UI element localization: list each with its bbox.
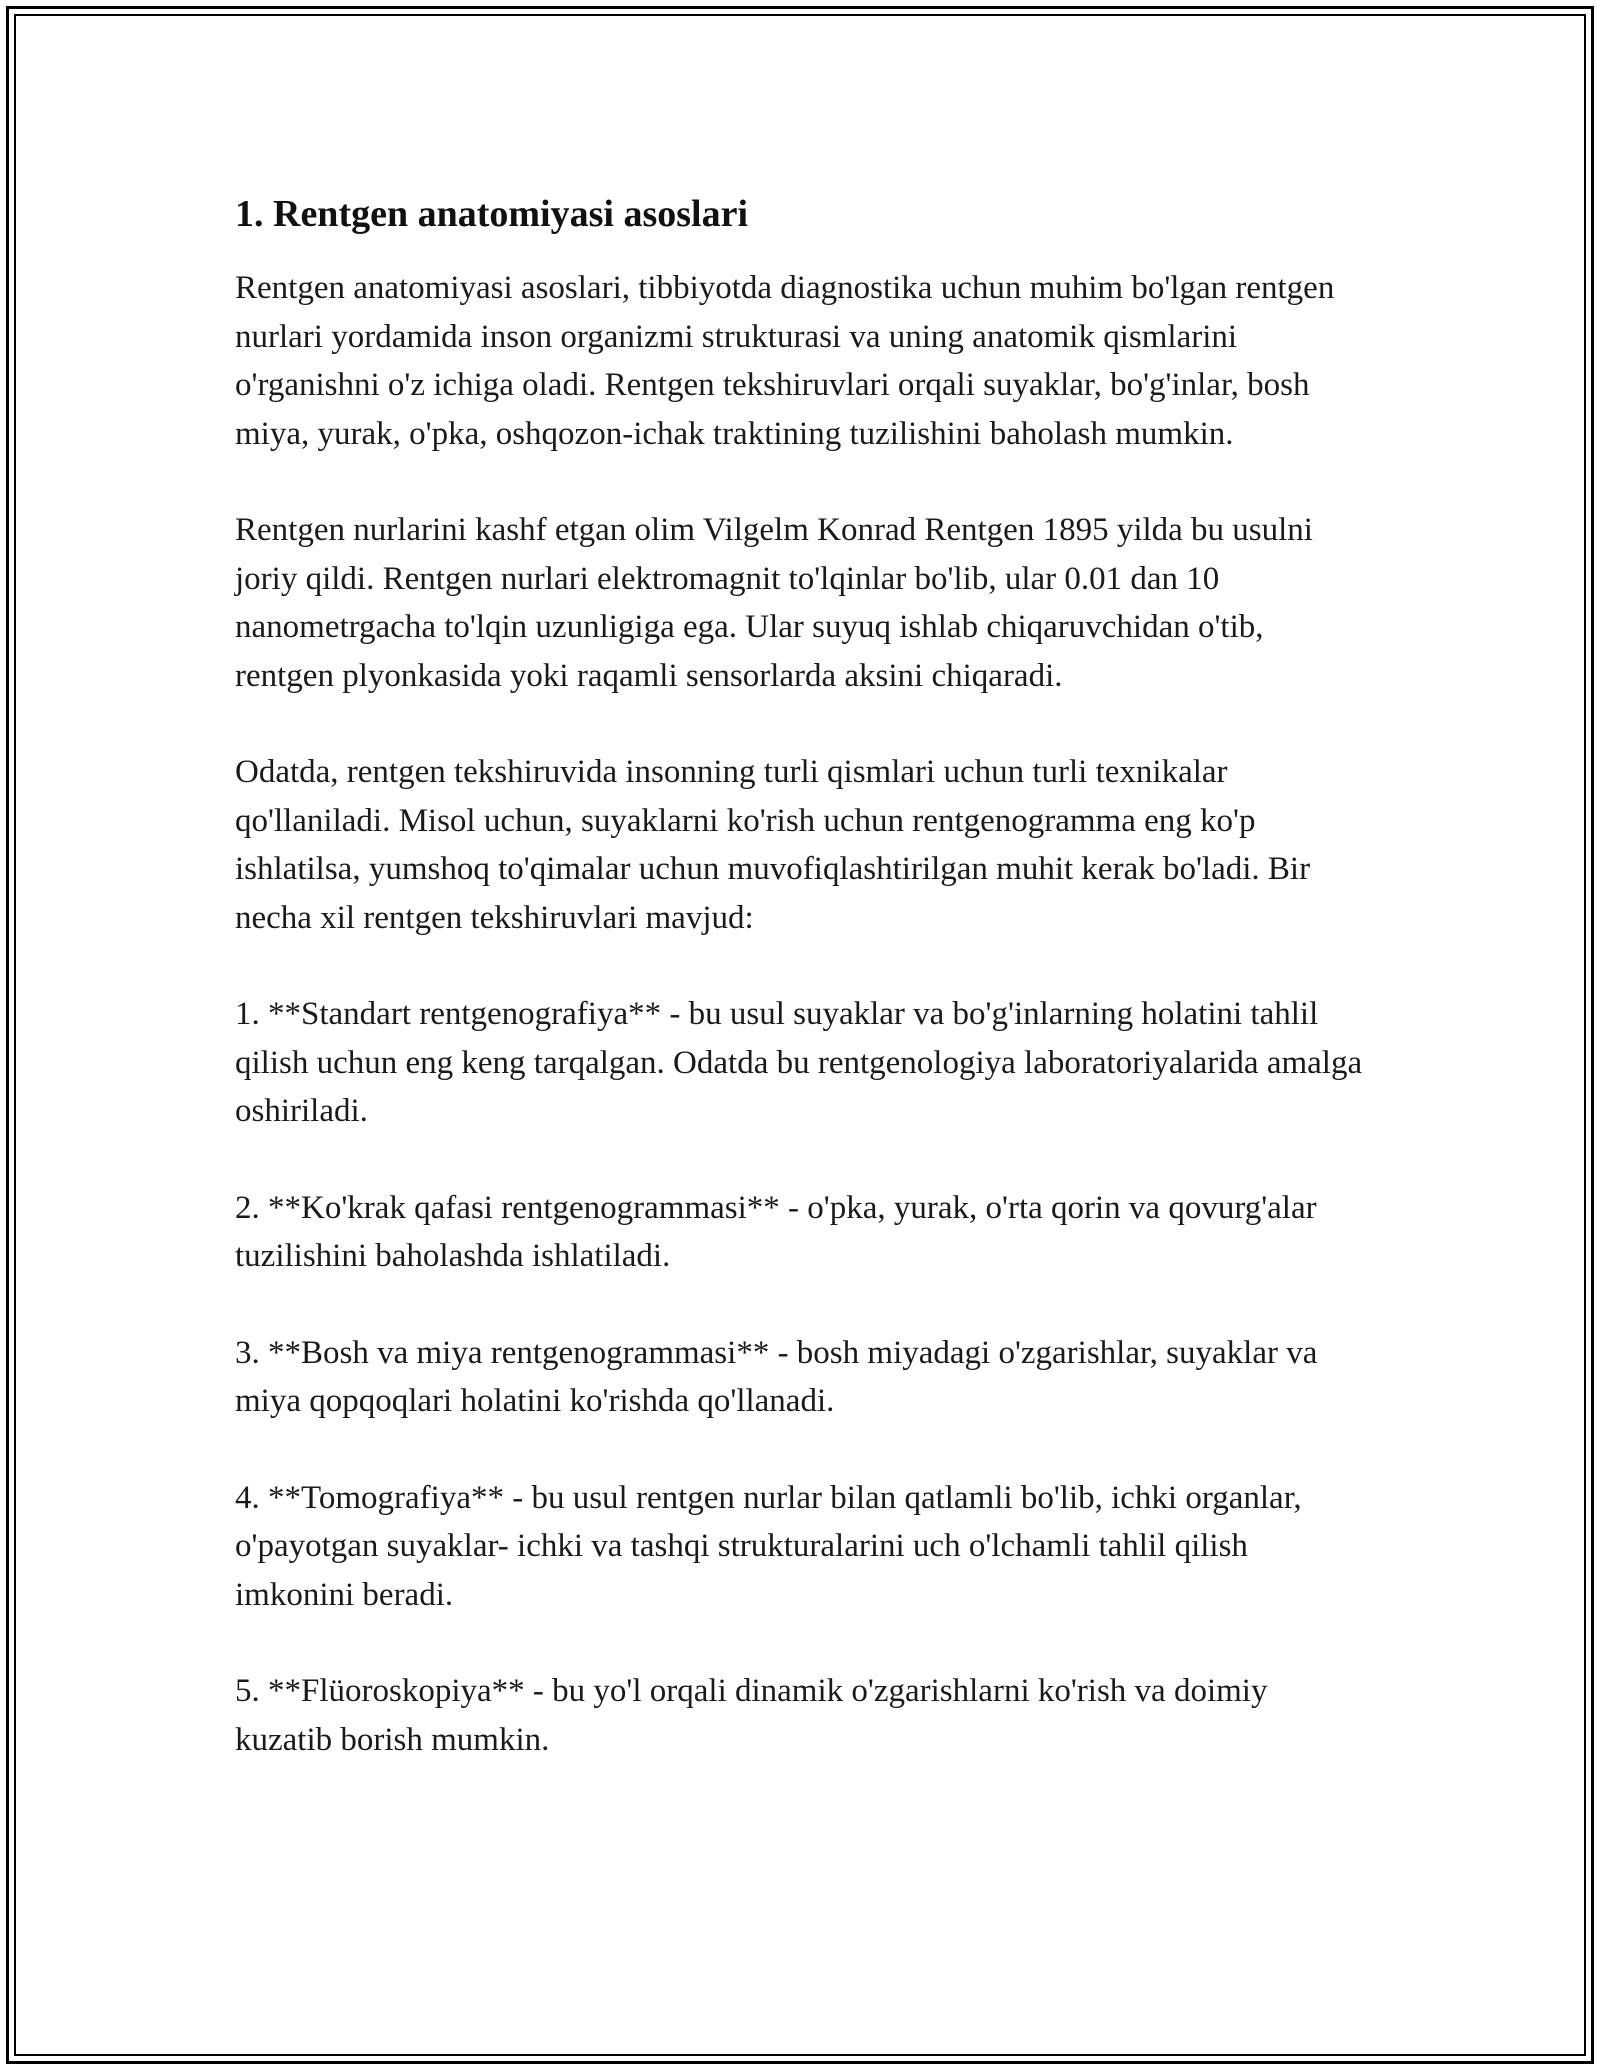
list-item-fluoroskopiya: 5. **Flüoroskopiya** - bu yo'l orqali dinamik o'zgarishlarni ko'rish va doimiy kuzatib borish mumkin. <box>235 1673 1268 1758</box>
paragraph-techniques: Odatda, rentgen tekshiruvida insonning turli qismlari uchun turli texnikalar qo'llaniladi. Misol uchun, suyaklarni ko'rish uchun rentgenogramma eng ko'p ishlatilsa, yumshoq to'qimalar uchun muvofiqlashtirilgan muhit kerak bo'ladi. Bir necha xil rentgen tekshiruvlari mavjud: <box>235 754 1311 936</box>
list-item-tomografiya: 4. **Tomografiya** - bu usul rentgen nurlar bilan qatlamli bo'lib, ichki organlar, o'payotgan suyaklar- ichki va tashqi strukturalarini uch o'lchamli tahlil qilish imkonini beradi. <box>235 1479 1302 1613</box>
document-body <box>235 190 1365 1812</box>
list-item-standart-rentgenografiya: 1. **Standart rentgenografiya** - bu usul suyaklar va bo'g'inlarning holatini tahlil qilish uchun eng keng tarqalgan. Odatda bu rentgenologiya laboratoriyalarida amalga oshiriladi. <box>235 996 1363 1129</box>
list-item-kokrak-qafasi: 2. **Ko'krak qafasi rentgenogrammasi** - o'pka, yurak, o'rta qorin va qovurg'alar tuzilishini baholashda ishlatiladi. <box>235 1189 1317 1274</box>
paragraph-intro: Rentgen anatomiyasi asoslari, tibbiyotda diagnostika uchun muhim bo'lgan rentgen nurlari yordamida inson organizmi strukturasi va uning anatomik qismlarini o'rganishni o'z ichiga oladi. Rentgen tekshiruvlari orqali suyaklar, bo'g'inlar, bosh miya, yurak, o'pka, oshqozon-ichak traktining tuzilishini baholash mumkin. <box>235 270 1335 452</box>
paragraph-history: Rentgen nurlarini kashf etgan olim Vilgelm Konrad Rentgen 1895 yilda bu usulni joriy qildi. Rentgen nurlari elektromagnit to'lqinlar bo'lib, ular 0.01 dan 10 nanometrgacha to'lqin uzunligiga ega. Ular suyuq ishlab chiqaruvchidan o'tib, rentgen plyonkasida yoki raqamli sensorlarda aksini chiqaradi. <box>235 512 1313 694</box>
section-heading: 1. Rentgen anatomiyasi asoslari <box>235 193 748 235</box>
list-item-bosh-va-miya: 3. **Bosh va miya rentgenogrammasi** - bosh miyadagi o'zgarishlar, suyaklar va miya qopqoqlari holatini ko'rishda qo'llanadi. <box>235 1334 1318 1419</box>
